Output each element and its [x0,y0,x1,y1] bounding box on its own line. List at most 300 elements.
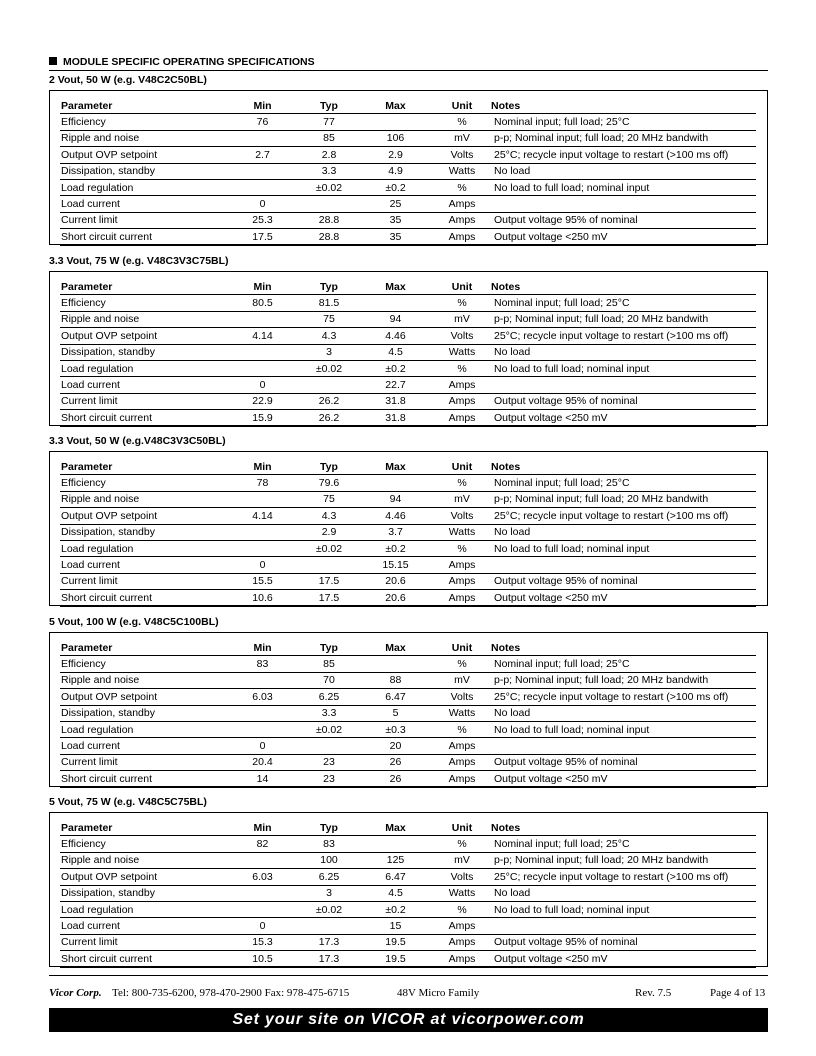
cell-unit: Watts [433,885,490,901]
cell-parameter: Load current [60,918,224,934]
cell-min [224,540,300,556]
cell-min [224,491,300,507]
cell-unit: % [433,901,490,917]
cell-min: 15.9 [224,410,300,426]
cell-min: 25.3 [224,212,300,228]
table-row [60,344,756,360]
cell-max: 4.46 [357,508,433,524]
table-header-row [60,820,756,836]
cell-typ: ±0.02 [300,901,357,917]
cell-typ [300,918,357,934]
table-row [60,410,756,426]
cell-parameter: Output OVP setpoint [60,147,224,163]
cell-min [224,311,300,327]
table-row [60,311,756,327]
cell-parameter: Load current [60,377,224,393]
footer-page-number: Page 4 of 13 [710,987,766,999]
cell-max: 20.6 [357,573,433,589]
cell-typ: 75 [300,311,357,327]
cell-min: 0 [224,557,300,573]
column-header-notes: Notes [490,640,756,656]
table-row [60,179,756,195]
cell-parameter: Load regulation [60,721,224,737]
cell-notes: No load to full load; nominal input [490,901,756,917]
cell-max: 94 [357,491,433,507]
table-row [60,229,756,245]
cell-unit: Watts [433,163,490,179]
cell-min: 0 [224,377,300,393]
cell-max: 106 [357,130,433,146]
cell-min: 78 [224,475,300,491]
cell-parameter: Short circuit current [60,951,224,967]
cell-max: 19.5 [357,934,433,950]
table-row [60,114,756,130]
spec-table-box [49,271,768,426]
cell-max: 4.46 [357,328,433,344]
cell-max: 15 [357,918,433,934]
cell-typ: 70 [300,672,357,688]
cell-notes: 25°C; recycle input voltage to restart (>100 ms off) [490,508,756,524]
cell-min: 4.14 [224,508,300,524]
spec-section [49,434,768,606]
cell-max: ±0.2 [357,179,433,195]
table-row [60,738,756,754]
website-banner [49,1008,768,1032]
table-row [60,836,756,852]
cell-unit: Volts [433,869,490,885]
cell-max: ±0.3 [357,721,433,737]
table-row [60,540,756,556]
column-header-notes: Notes [490,459,756,475]
cell-typ: 6.25 [300,869,357,885]
cell-parameter: Current limit [60,754,224,770]
cell-min [224,344,300,360]
spec-table [60,640,756,788]
cell-typ: ±0.02 [300,179,357,195]
spec-table-box [49,812,768,967]
cell-max: 19.5 [357,951,433,967]
cell-max [357,475,433,491]
cell-unit: % [433,114,490,130]
footer-company: Vicor Corp. [49,987,102,999]
cell-typ: 17.3 [300,951,357,967]
cell-max: 20.6 [357,590,433,606]
cell-parameter: Load current [60,738,224,754]
table-row [60,918,756,934]
cell-parameter: Dissipation, standby [60,344,224,360]
cell-typ: 83 [300,836,357,852]
table-row [60,689,756,705]
cell-typ: 26.2 [300,410,357,426]
cell-typ: ±0.02 [300,540,357,556]
table-row [60,491,756,507]
cell-max: 31.8 [357,393,433,409]
cell-unit: Amps [433,590,490,606]
table-row [60,573,756,589]
cell-typ: 6.25 [300,689,357,705]
footer [49,987,768,1001]
column-header-typ: Typ [300,640,357,656]
cell-unit: Amps [433,934,490,950]
cell-min: 10.5 [224,951,300,967]
cell-notes [490,196,756,212]
cell-min: 76 [224,114,300,130]
cell-parameter: Dissipation, standby [60,885,224,901]
cell-min: 80.5 [224,295,300,311]
cell-notes: Output voltage 95% of nominal [490,573,756,589]
table-row [60,951,756,967]
table-row [60,360,756,376]
cell-parameter: Load regulation [60,360,224,376]
column-header-unit: Unit [433,459,490,475]
table-row [60,852,756,868]
cell-min [224,721,300,737]
cell-max: ±0.2 [357,360,433,376]
table-row [60,869,756,885]
table-row [60,672,756,688]
cell-max: 26 [357,754,433,770]
cell-notes [490,738,756,754]
table-row [60,901,756,917]
cell-notes [490,918,756,934]
section-title: 3.3 Vout, 50 W (e.g.V48C3V3C50BL) [49,435,226,447]
section-title: 5 Vout, 100 W (e.g. V48C5C100BL) [49,616,219,628]
cell-min: 15.3 [224,934,300,950]
cell-parameter: Output OVP setpoint [60,328,224,344]
cell-min [224,885,300,901]
cell-typ: 28.8 [300,212,357,228]
cell-max: 125 [357,852,433,868]
cell-parameter: Load regulation [60,901,224,917]
column-header-min: Min [224,279,300,295]
cell-unit: Watts [433,524,490,540]
cell-max: 35 [357,212,433,228]
cell-parameter: Output OVP setpoint [60,508,224,524]
cell-max: ±0.2 [357,901,433,917]
cell-unit: Amps [433,377,490,393]
cell-min [224,360,300,376]
cell-parameter: Load current [60,557,224,573]
cell-unit: % [433,475,490,491]
cell-unit: Volts [433,508,490,524]
cell-parameter: Load regulation [60,540,224,556]
column-header-parameter: Parameter [60,279,224,295]
cell-unit: Amps [433,951,490,967]
cell-unit: % [433,836,490,852]
cell-notes: No load [490,163,756,179]
cell-max [357,295,433,311]
page-header [49,56,768,71]
column-header-parameter: Parameter [60,640,224,656]
cell-notes: Output voltage 95% of nominal [490,393,756,409]
cell-typ: 79.6 [300,475,357,491]
cell-parameter: Current limit [60,212,224,228]
cell-notes: 25°C; recycle input voltage to restart (>100 ms off) [490,328,756,344]
column-header-typ: Typ [300,820,357,836]
cell-notes: Output voltage <250 mV [490,771,756,787]
cell-unit: Volts [433,689,490,705]
footer-revision: Rev. 7.5 [635,987,672,999]
footer-divider [49,975,768,976]
cell-max [357,656,433,672]
footer-family: 48V Micro Family [397,987,480,999]
cell-parameter: Load current [60,196,224,212]
table-row [60,754,756,770]
cell-unit: Amps [433,918,490,934]
cell-notes: No load to full load; nominal input [490,540,756,556]
cell-notes: Output voltage 95% of nominal [490,212,756,228]
cell-max: 35 [357,229,433,245]
cell-unit: Amps [433,557,490,573]
table-row [60,656,756,672]
cell-parameter: Ripple and noise [60,311,224,327]
cell-typ: 4.3 [300,328,357,344]
cell-parameter: Output OVP setpoint [60,689,224,705]
cell-notes: Output voltage <250 mV [490,410,756,426]
cell-notes: 25°C; recycle input voltage to restart (>100 ms off) [490,689,756,705]
cell-notes: Output voltage <250 mV [490,951,756,967]
cell-unit: mV [433,130,490,146]
table-row [60,377,756,393]
cell-typ: 2.8 [300,147,357,163]
cell-notes: No load [490,524,756,540]
cell-unit: % [433,360,490,376]
spec-table [60,459,756,607]
spec-section [49,615,768,787]
cell-notes [490,557,756,573]
cell-notes: Output voltage <250 mV [490,229,756,245]
cell-notes: p-p; Nominal input; full load; 20 MHz bandwith [490,852,756,868]
table-row [60,475,756,491]
table-row [60,130,756,146]
cell-typ: 77 [300,114,357,130]
cell-min: 0 [224,918,300,934]
column-header-parameter: Parameter [60,459,224,475]
column-header-parameter: Parameter [60,98,224,114]
cell-parameter: Efficiency [60,836,224,852]
cell-typ: 100 [300,852,357,868]
table-row [60,771,756,787]
cell-parameter: Efficiency [60,295,224,311]
cell-max: 6.47 [357,689,433,705]
table-row [60,721,756,737]
cell-unit: % [433,179,490,195]
table-header-row [60,98,756,114]
column-header-typ: Typ [300,279,357,295]
cell-typ: 3.3 [300,163,357,179]
cell-unit: Watts [433,344,490,360]
cell-min: 82 [224,836,300,852]
cell-typ: 3.3 [300,705,357,721]
cell-max: 4.5 [357,344,433,360]
cell-notes: No load to full load; nominal input [490,179,756,195]
column-header-max: Max [357,279,433,295]
table-header-row [60,279,756,295]
cell-typ: 4.3 [300,508,357,524]
column-header-min: Min [224,98,300,114]
cell-min: 2.7 [224,147,300,163]
spec-table [60,279,756,427]
cell-max: 3.7 [357,524,433,540]
cell-typ: 3 [300,344,357,360]
section-title: 5 Vout, 75 W (e.g. V48C5C75BL) [49,796,207,808]
cell-parameter: Output OVP setpoint [60,869,224,885]
cell-unit: Amps [433,212,490,228]
table-header-row [60,459,756,475]
cell-min: 0 [224,738,300,754]
spec-table-box [49,90,768,245]
cell-typ: 75 [300,491,357,507]
cell-notes: p-p; Nominal input; full load; 20 MHz bandwith [490,311,756,327]
column-header-min: Min [224,820,300,836]
cell-max: 31.8 [357,410,433,426]
cell-max [357,114,433,130]
cell-unit: Volts [433,328,490,344]
table-row [60,163,756,179]
cell-unit: mV [433,852,490,868]
spec-section [49,795,768,967]
cell-parameter: Dissipation, standby [60,705,224,721]
cell-notes: Output voltage 95% of nominal [490,934,756,950]
cell-typ: 2.9 [300,524,357,540]
column-header-notes: Notes [490,98,756,114]
cell-max: 6.47 [357,869,433,885]
cell-notes [490,377,756,393]
cell-parameter: Ripple and noise [60,491,224,507]
cell-min: 17.5 [224,229,300,245]
cell-max [357,836,433,852]
column-header-notes: Notes [490,279,756,295]
cell-min: 10.6 [224,590,300,606]
column-header-max: Max [357,820,433,836]
cell-parameter: Efficiency [60,656,224,672]
cell-unit: Amps [433,196,490,212]
cell-parameter: Efficiency [60,475,224,491]
cell-notes: Nominal input; full load; 25°C [490,656,756,672]
cell-notes: No load to full load; nominal input [490,721,756,737]
cell-parameter: Current limit [60,573,224,589]
cell-max: 88 [357,672,433,688]
cell-notes: p-p; Nominal input; full load; 20 MHz bandwith [490,130,756,146]
cell-notes: No load to full load; nominal input [490,360,756,376]
table-row [60,393,756,409]
cell-typ: 26.2 [300,393,357,409]
cell-min [224,901,300,917]
column-header-max: Max [357,459,433,475]
cell-parameter: Short circuit current [60,590,224,606]
spec-table [60,820,756,968]
section-title: 2 Vout, 50 W (e.g. V48C2C50BL) [49,74,207,86]
cell-typ: 17.5 [300,590,357,606]
cell-parameter: Load regulation [60,179,224,195]
cell-typ: 23 [300,754,357,770]
cell-min [224,705,300,721]
cell-unit: Watts [433,705,490,721]
column-header-unit: Unit [433,98,490,114]
table-row [60,557,756,573]
cell-typ: 17.5 [300,573,357,589]
cell-min: 22.9 [224,393,300,409]
cell-min: 6.03 [224,689,300,705]
cell-parameter: Dissipation, standby [60,524,224,540]
table-row [60,295,756,311]
cell-min: 14 [224,771,300,787]
cell-notes: Nominal input; full load; 25°C [490,475,756,491]
cell-unit: Amps [433,393,490,409]
cell-min [224,852,300,868]
cell-notes: 25°C; recycle input voltage to restart (>100 ms off) [490,147,756,163]
cell-max: 94 [357,311,433,327]
cell-unit: mV [433,491,490,507]
column-header-min: Min [224,459,300,475]
cell-max: 25 [357,196,433,212]
cell-min: 20.4 [224,754,300,770]
column-header-parameter: Parameter [60,820,224,836]
column-header-max: Max [357,640,433,656]
cell-notes: No load [490,885,756,901]
cell-unit: Amps [433,738,490,754]
cell-parameter: Current limit [60,934,224,950]
cell-typ: 81.5 [300,295,357,311]
table-row [60,196,756,212]
cell-unit: % [433,295,490,311]
table-row [60,934,756,950]
table-row [60,885,756,901]
cell-notes: Output voltage <250 mV [490,590,756,606]
cell-parameter: Short circuit current [60,771,224,787]
cell-unit: Volts [433,147,490,163]
cell-min: 4.14 [224,328,300,344]
table-row [60,328,756,344]
cell-min: 15.5 [224,573,300,589]
cell-notes: No load [490,705,756,721]
cell-unit: Amps [433,771,490,787]
cell-max: 20 [357,738,433,754]
cell-min: 6.03 [224,869,300,885]
cell-min [224,130,300,146]
cell-min [224,524,300,540]
cell-typ: 85 [300,656,357,672]
cell-parameter: Ripple and noise [60,130,224,146]
column-header-typ: Typ [300,98,357,114]
column-header-unit: Unit [433,279,490,295]
section-title: 3.3 Vout, 75 W (e.g. V48C3V3C75BL) [49,255,229,267]
column-header-typ: Typ [300,459,357,475]
cell-typ: ±0.02 [300,721,357,737]
cell-min [224,179,300,195]
spec-section [49,73,768,245]
cell-typ [300,738,357,754]
cell-unit: % [433,721,490,737]
cell-notes: Nominal input; full load; 25°C [490,295,756,311]
cell-unit: Amps [433,229,490,245]
table-header-row [60,640,756,656]
cell-parameter: Current limit [60,393,224,409]
cell-typ: 17.3 [300,934,357,950]
cell-parameter: Dissipation, standby [60,163,224,179]
table-row [60,524,756,540]
spec-section [49,254,768,426]
cell-notes: Nominal input; full load; 25°C [490,836,756,852]
cell-max: 2.9 [357,147,433,163]
cell-parameter: Short circuit current [60,229,224,245]
cell-max: 22.7 [357,377,433,393]
cell-unit: Amps [433,754,490,770]
cell-typ [300,557,357,573]
cell-typ [300,196,357,212]
column-header-notes: Notes [490,820,756,836]
cell-unit: % [433,540,490,556]
